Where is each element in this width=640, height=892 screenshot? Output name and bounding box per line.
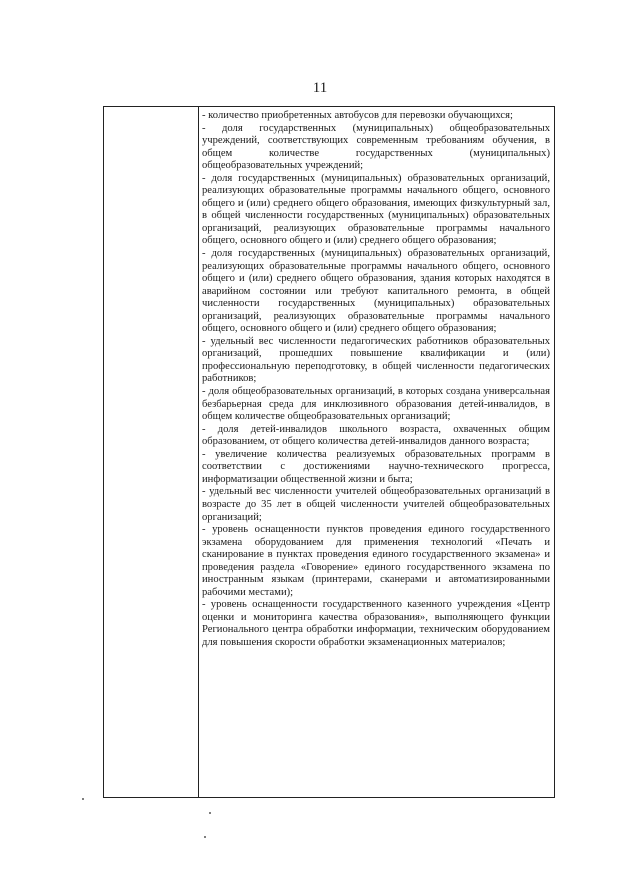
indicator-item: - уровень оснащенности государственного казенного учреждения «Центр оценки и мониторинга качества образования», выполняющего функции Регионального центра обработки информации, техническим оборудованием для повышения скорости обработки экзаменационных материалов; (202, 599, 550, 648)
indicator-item: - удельный вес численности педагогических работников образовательных организаций, прошедших повышение квалификации и (или) профессиональную переподготовку, в общей численности педагогических работников; (202, 335, 550, 385)
indicator-item: - увеличение количества реализуемых образовательных программ в соответствии с достижениями научно-технического прогресса, информатизации общественной жизни и быта; (202, 448, 550, 485)
scan-speck (209, 812, 211, 814)
scan-speck (82, 798, 84, 800)
indicator-item: - доля государственных (муниципальных) общеобразовательных учреждений, соответствующих современным требованиям обучения, в общем количестве государственных (муниципальных) общеобразовательных учреждений; (202, 122, 550, 172)
table-left-cell (104, 107, 198, 797)
column-divider (198, 107, 199, 797)
indicator-item: - количество приобретенных автобусов для перевозки обучающихся; (202, 110, 513, 121)
indicator-item: - удельный вес численности учителей общеобразовательных организаций в возрасте до 35 лет в общей численности учителей общеобразовательных организаций; (202, 486, 550, 523)
indicator-item: - доля государственных (муниципальных) образовательных организаций, реализующих образовательные программы начального общего, основного общего и (или) среднего общего образования, имеющих физкультурный зал, в общей численности государственных (муниципальных) образовательных организаций, реализующих образовательные программы начального общего, основного общего и (или) среднего общего образования; (202, 172, 550, 247)
indicator-item: - доля государственных (муниципальных) образовательных организаций, реализующих образовательные программы начального общего, основного общего и (или) среднего общего образования, здания которых находятся в аварийном состоянии или требуют капитального ремонта, в общей численности государственных (муниципальных) образовательных организаций, реализующих образовательные программы начального общего, основного общего и (или) среднего общего образования; (202, 248, 550, 335)
indicators-table (103, 106, 555, 798)
indicator-item: - доля детей-инвалидов школьного возраста, охваченных общим образованием, от общего количества детей-инвалидов данного возраста; (202, 423, 550, 448)
table-right-cell (202, 110, 550, 650)
scan-speck (204, 836, 206, 838)
page-number: 11 (312, 80, 328, 96)
indicator-item: - уровень оснащенности пунктов проведения единого государственного экзамена оборудованием для применения технологий «Печать и сканирование в пунктах проведения единого государственного экзамена» и проведения раздела «Говорение» единого государственного экзамена по иностранным языкам (принтерами, сканерами и автоматизированными рабочими местами); (202, 524, 550, 598)
indicator-item: - доля общеобразовательных организаций, в которых создана универсальная безбарьерная среда для инклюзивного образования детей-инвалидов, в общем количестве общеобразовательных организаций; (202, 386, 550, 423)
